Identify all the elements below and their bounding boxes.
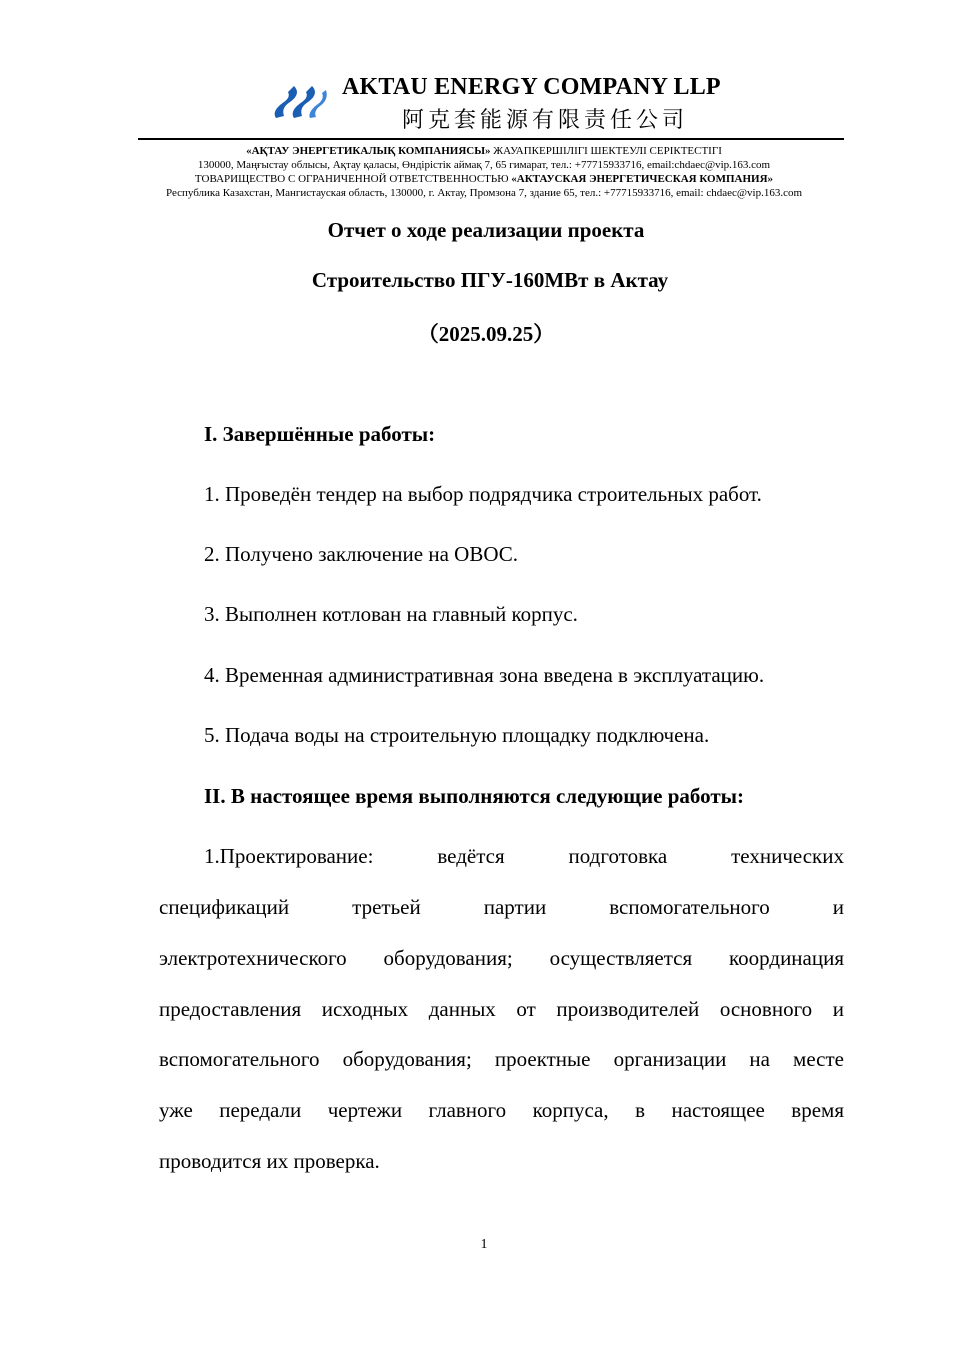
company-name-en: AKTAU ENERGY COMPANY LLP bbox=[342, 74, 721, 100]
paragraph-line: предоставления исходных данных от производителей основного и bbox=[159, 997, 844, 1021]
document-title: Отчет о ходе реализации проекта bbox=[327, 218, 645, 242]
company-logo bbox=[270, 84, 328, 120]
company-name-cn: 阿克套能源有限责任公司 bbox=[402, 108, 689, 133]
section-heading-in-progress: II. В настоящее время выполняются следующие работы: bbox=[204, 784, 745, 808]
list-item: 4. Временная административная зона введена в эксплуатацию. bbox=[204, 663, 765, 687]
header-rule bbox=[138, 138, 844, 140]
address-line-ru-name bbox=[0, 173, 968, 186]
address-company-name-kk: «АҚТАУ ЭНЕРГЕТИКАЛЫҚ КОМПАНИЯСЫ» bbox=[246, 145, 491, 157]
paragraph-line: спецификаций третьей партии вспомогательного и bbox=[159, 895, 844, 919]
list-item: 3. Выполнен котлован на главный корпус. bbox=[204, 602, 578, 626]
address-legal-form-kk: ЖАУАПКЕРШІЛІГІ ШЕКТЕУЛІ СЕРІКТЕСТІГІ bbox=[490, 145, 722, 157]
paragraph-line: 1.Проектирование: ведётся подготовка технических bbox=[204, 844, 844, 868]
paragraph-line: уже передали чертежи главного корпуса, в настоящее время bbox=[159, 1098, 844, 1122]
list-item: 5. Подача воды на строительную площадку подключена. bbox=[204, 723, 710, 747]
paragraph-line: вспомогательного оборудования; проектные организации на месте bbox=[159, 1047, 844, 1071]
document-date: （2025.09.25） bbox=[417, 322, 555, 346]
address-legal-form-ru: ТОВАРИЩЕСТВО С ОГРАНИЧЕННОЙ ОТВЕТСТВЕННОСТЬЮ bbox=[194, 173, 512, 185]
paragraph-line: проводится их проверка. bbox=[159, 1149, 380, 1173]
paragraph-line: электротехнического оборудования; осуществляется координация bbox=[159, 946, 844, 970]
section-heading-completed: I. Завершённые работы: bbox=[204, 422, 436, 446]
address-company-name-ru: «АКТАУСКАЯ ЭНЕРГЕТИЧЕСКАЯ КОМПАНИЯ» bbox=[511, 173, 774, 185]
address-line-kk: 130000, Маңғыстау облысы, Ақтау қаласы, Өндірістік аймақ 7, 65 гимарат, тел.: +77715933716, email:chdaec@vip.163.com bbox=[197, 159, 771, 171]
page-number: 1 bbox=[480, 1237, 488, 1252]
address-line-kk-name bbox=[0, 145, 968, 158]
address-line-ru: Республика Казахстан, Мангистауская область, 130000, г. Актау, Промзона 7, здание 65, тел.: +77715933716, email: chdaec@vip.163.com bbox=[165, 187, 803, 199]
list-item: 1. Проведён тендер на выбор подрядчика строительных работ. bbox=[204, 482, 762, 506]
document-subtitle: Строительство ПГУ-160МВт в Актау bbox=[311, 268, 669, 292]
list-item: 2. Получено заключение на ОВОС. bbox=[204, 542, 519, 566]
